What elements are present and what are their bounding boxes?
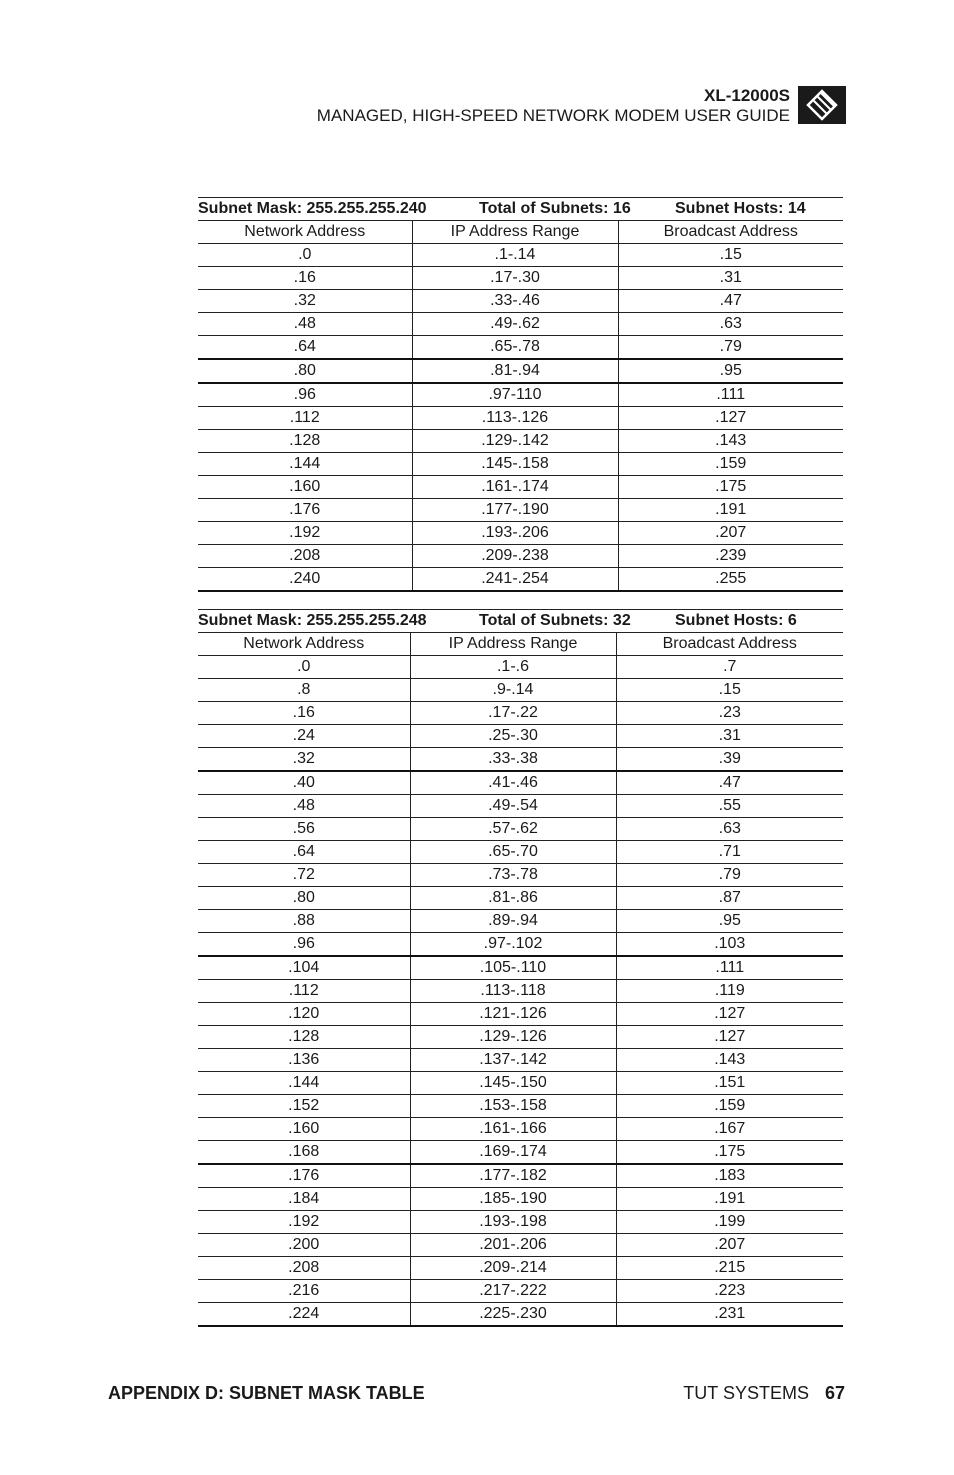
table-row	[198, 1257, 843, 1280]
ip-range-cell: .9-.14	[410, 679, 616, 702]
network-address-cell: .0	[198, 656, 410, 679]
broadcast-address-cell: .79	[618, 336, 843, 360]
table-row	[198, 430, 843, 453]
table-row	[198, 1211, 843, 1234]
network-address-cell: .168	[198, 1141, 410, 1165]
network-address-cell: .176	[198, 499, 412, 522]
broadcast-address-cell: .95	[616, 910, 843, 933]
subnet-table-240	[198, 197, 843, 592]
broadcast-address-cell: .183	[616, 1164, 843, 1188]
broadcast-address-cell: .175	[618, 476, 843, 499]
table-row	[198, 1118, 843, 1141]
ip-range-cell: .193-.198	[410, 1211, 616, 1234]
table-row	[198, 887, 843, 910]
ip-range-cell: .1-.14	[412, 244, 618, 267]
table-row	[198, 1141, 843, 1165]
ip-range-cell: .89-.94	[410, 910, 616, 933]
ip-range-cell: .49-.54	[410, 795, 616, 818]
network-address-cell: .160	[198, 476, 412, 499]
table-row	[198, 359, 843, 383]
table-row	[198, 1303, 843, 1327]
broadcast-address-cell: .191	[618, 499, 843, 522]
network-address-cell: .192	[198, 522, 412, 545]
ip-range-cell: .209-.214	[410, 1257, 616, 1280]
column-header: Network Address	[198, 221, 412, 244]
broadcast-address-cell: .175	[616, 1141, 843, 1165]
table-row	[198, 1188, 843, 1211]
network-address-cell: .208	[198, 545, 412, 568]
table-row	[198, 336, 843, 360]
ip-range-cell: .41-.46	[410, 771, 616, 795]
ip-range-cell: .33-.46	[412, 290, 618, 313]
network-address-cell: .16	[198, 267, 412, 290]
broadcast-address-cell: .15	[616, 679, 843, 702]
ip-range-cell: .73-.78	[410, 864, 616, 887]
table-row	[198, 407, 843, 430]
broadcast-address-cell: .103	[616, 933, 843, 957]
network-address-cell: .208	[198, 1257, 410, 1280]
ip-range-cell: .225-.230	[410, 1303, 616, 1327]
broadcast-address-cell: .63	[616, 818, 843, 841]
table-row	[198, 1280, 843, 1303]
ip-range-cell: .145-.150	[410, 1072, 616, 1095]
table-row	[198, 522, 843, 545]
broadcast-address-cell: .87	[616, 887, 843, 910]
table-title-row	[198, 610, 843, 633]
table-row	[198, 313, 843, 336]
column-header-row	[198, 633, 843, 656]
ip-range-cell: .201-.206	[410, 1234, 616, 1257]
ip-range-cell: .105-.110	[410, 956, 616, 980]
network-address-cell: .80	[198, 887, 410, 910]
table-row	[198, 933, 843, 957]
network-address-cell: .120	[198, 1003, 410, 1026]
broadcast-address-cell: .199	[616, 1211, 843, 1234]
table-row	[198, 910, 843, 933]
column-header-row	[198, 221, 843, 244]
broadcast-address-cell: .55	[616, 795, 843, 818]
ip-range-cell: .129-.126	[410, 1026, 616, 1049]
broadcast-address-cell: .151	[616, 1072, 843, 1095]
network-address-cell: .64	[198, 336, 412, 360]
broadcast-address-cell: .95	[618, 359, 843, 383]
ip-range-cell: .33-.38	[410, 748, 616, 772]
network-address-cell: .128	[198, 430, 412, 453]
broadcast-address-cell: .239	[618, 545, 843, 568]
table-row	[198, 679, 843, 702]
network-address-cell: .160	[198, 1118, 410, 1141]
ip-range-cell: .81-.86	[410, 887, 616, 910]
network-address-cell: .16	[198, 702, 410, 725]
network-address-cell: .56	[198, 818, 410, 841]
subnet-hosts-label: Subnet Hosts: 6	[675, 612, 797, 629]
ip-range-cell: .49-.62	[412, 313, 618, 336]
network-address-cell: .184	[198, 1188, 410, 1211]
broadcast-address-cell: .215	[616, 1257, 843, 1280]
table-row	[198, 864, 843, 887]
table-row	[198, 748, 843, 772]
ip-range-cell: .145-.158	[412, 453, 618, 476]
broadcast-address-cell: .223	[616, 1280, 843, 1303]
table-row	[198, 1049, 843, 1072]
network-address-cell: .192	[198, 1211, 410, 1234]
broadcast-address-cell: .111	[616, 956, 843, 980]
product-model: XL-12000S	[704, 86, 790, 105]
table-row	[198, 980, 843, 1003]
broadcast-address-cell: .207	[616, 1234, 843, 1257]
network-address-cell: .144	[198, 453, 412, 476]
column-header: Network Address	[198, 633, 410, 656]
table-row	[198, 453, 843, 476]
broadcast-address-cell: .255	[618, 568, 843, 592]
network-address-cell: .8	[198, 679, 410, 702]
table-row	[198, 499, 843, 522]
broadcast-address-cell: .111	[618, 383, 843, 407]
ip-range-cell: .65-.78	[412, 336, 618, 360]
ip-range-cell: .1-.6	[410, 656, 616, 679]
network-address-cell: .32	[198, 748, 410, 772]
ip-range-cell: .97-.102	[410, 933, 616, 957]
ip-range-cell: .113-.126	[412, 407, 618, 430]
broadcast-address-cell: .119	[616, 980, 843, 1003]
network-address-cell: .152	[198, 1095, 410, 1118]
broadcast-address-cell: .143	[618, 430, 843, 453]
table-row	[198, 476, 843, 499]
broadcast-address-cell: .207	[618, 522, 843, 545]
network-address-cell: .80	[198, 359, 412, 383]
ip-range-cell: .129-.142	[412, 430, 618, 453]
ip-range-cell: .17-.22	[410, 702, 616, 725]
table-row	[198, 818, 843, 841]
ip-range-cell: .177-.182	[410, 1164, 616, 1188]
network-address-cell: .216	[198, 1280, 410, 1303]
network-address-cell: .144	[198, 1072, 410, 1095]
table-row	[198, 267, 843, 290]
network-address-cell: .104	[198, 956, 410, 980]
broadcast-address-cell: .15	[618, 244, 843, 267]
section-title: APPENDIX D: SUBNET MASK TABLE	[108, 1383, 425, 1403]
column-header: IP Address Range	[412, 221, 618, 244]
ip-range-cell: .25-.30	[410, 725, 616, 748]
broadcast-address-cell: .7	[616, 656, 843, 679]
ip-range-cell: .193-.206	[412, 522, 618, 545]
ip-range-cell: .65-.70	[410, 841, 616, 864]
broadcast-address-cell: .191	[616, 1188, 843, 1211]
broadcast-address-cell: .63	[618, 313, 843, 336]
broadcast-address-cell: .31	[618, 267, 843, 290]
network-address-cell: .48	[198, 313, 412, 336]
subnet-mask-label: Subnet Mask: 255.255.255.248	[198, 612, 427, 629]
table-row	[198, 1003, 843, 1026]
network-address-cell: .48	[198, 795, 410, 818]
column-header: IP Address Range	[410, 633, 616, 656]
page-footer	[683, 1383, 845, 1404]
subnet-table-248	[198, 609, 843, 1327]
table-row	[198, 1072, 843, 1095]
broadcast-address-cell: .159	[618, 453, 843, 476]
broadcast-address-cell: .167	[616, 1118, 843, 1141]
broadcast-address-cell: .79	[616, 864, 843, 887]
column-header: Broadcast Address	[616, 633, 843, 656]
subnet-mask-label: Subnet Mask: 255.255.255.240	[198, 200, 427, 217]
company-name: TUT SYSTEMS	[683, 1383, 809, 1403]
broadcast-address-cell: .143	[616, 1049, 843, 1072]
subnet-hosts-label: Subnet Hosts: 14	[675, 200, 806, 217]
table-row	[198, 702, 843, 725]
broadcast-address-cell: .127	[616, 1026, 843, 1049]
broadcast-address-cell: .231	[616, 1303, 843, 1327]
table-row	[198, 771, 843, 795]
network-address-cell: .32	[198, 290, 412, 313]
table-title-row	[198, 198, 843, 221]
ip-range-cell: .113-.118	[410, 980, 616, 1003]
network-address-cell: .96	[198, 933, 410, 957]
network-address-cell: .64	[198, 841, 410, 864]
broadcast-address-cell: .127	[616, 1003, 843, 1026]
table-row	[198, 725, 843, 748]
tut-systems-logo-icon	[798, 86, 846, 124]
table-row	[198, 956, 843, 980]
ip-range-cell: .81-.94	[412, 359, 618, 383]
network-address-cell: .176	[198, 1164, 410, 1188]
table-row	[198, 244, 843, 267]
broadcast-address-cell: .23	[616, 702, 843, 725]
network-address-cell: .112	[198, 980, 410, 1003]
table-row	[198, 290, 843, 313]
network-address-cell: .224	[198, 1303, 410, 1327]
table-row	[198, 841, 843, 864]
table-row	[198, 795, 843, 818]
broadcast-address-cell: .71	[616, 841, 843, 864]
total-subnets-label: Total of Subnets: 16	[479, 200, 631, 217]
ip-range-cell: .153-.158	[410, 1095, 616, 1118]
ip-range-cell: .161-.174	[412, 476, 618, 499]
ip-range-cell: .241-.254	[412, 568, 618, 592]
network-address-cell: .24	[198, 725, 410, 748]
ip-range-cell: .57-.62	[410, 818, 616, 841]
table-row	[198, 1095, 843, 1118]
ip-range-cell: .97-110	[412, 383, 618, 407]
network-address-cell: .88	[198, 910, 410, 933]
network-address-cell: .128	[198, 1026, 410, 1049]
broadcast-address-cell: .159	[616, 1095, 843, 1118]
ip-range-cell: .169-.174	[410, 1141, 616, 1165]
network-address-cell: .40	[198, 771, 410, 795]
ip-range-cell: .177-.190	[412, 499, 618, 522]
network-address-cell: .96	[198, 383, 412, 407]
page-header	[317, 86, 790, 126]
broadcast-address-cell: .127	[618, 407, 843, 430]
page-number: 67	[824, 1383, 845, 1403]
network-address-cell: .240	[198, 568, 412, 592]
broadcast-address-cell: .39	[616, 748, 843, 772]
table-row	[198, 383, 843, 407]
total-subnets-label: Total of Subnets: 32	[479, 612, 631, 629]
table-row	[198, 1164, 843, 1188]
ip-range-cell: .121-.126	[410, 1003, 616, 1026]
table-row	[198, 545, 843, 568]
ip-range-cell: .209-.238	[412, 545, 618, 568]
ip-range-cell: .137-.142	[410, 1049, 616, 1072]
broadcast-address-cell: .47	[616, 771, 843, 795]
ip-range-cell: .217-.222	[410, 1280, 616, 1303]
network-address-cell: .112	[198, 407, 412, 430]
network-address-cell: .72	[198, 864, 410, 887]
guide-title: MANAGED, HIGH-SPEED NETWORK MODEM USER GUIDE	[316, 106, 790, 125]
table-row	[198, 656, 843, 679]
table-row	[198, 568, 843, 592]
network-address-cell: .0	[198, 244, 412, 267]
table-row	[198, 1026, 843, 1049]
ip-range-cell: .185-.190	[410, 1188, 616, 1211]
network-address-cell: .200	[198, 1234, 410, 1257]
column-header: Broadcast Address	[618, 221, 843, 244]
network-address-cell: .136	[198, 1049, 410, 1072]
ip-range-cell: .17-.30	[412, 267, 618, 290]
table-row	[198, 1234, 843, 1257]
broadcast-address-cell: .47	[618, 290, 843, 313]
broadcast-address-cell: .31	[616, 725, 843, 748]
ip-range-cell: .161-.166	[410, 1118, 616, 1141]
